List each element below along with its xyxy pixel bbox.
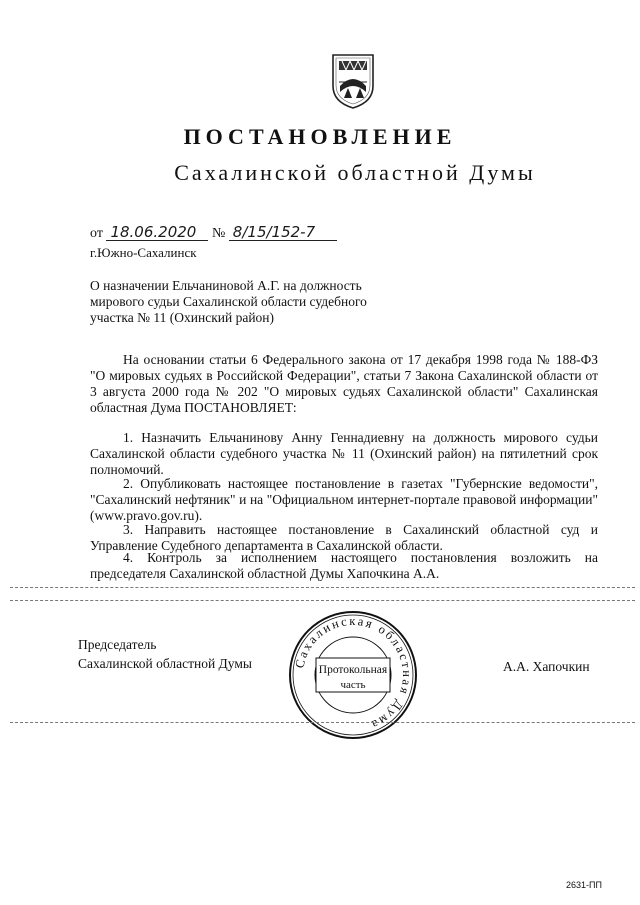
- position-line-1: Председатель: [78, 637, 157, 652]
- handwritten-number: 8/15/152-7: [229, 224, 337, 241]
- date-prefix: от: [90, 226, 103, 241]
- signatory-name: А.А. Хапочкин: [503, 659, 590, 674]
- item-2-paragraph: 2. Опубликовать настоящее постановление в газетах "Губернские ведомости", "Сахалинский нефтяник" и на "Официальном интернет-портале правовой информации" (www.pravo.gov.ru).: [90, 476, 598, 523]
- coat-of-arms-emblem: [330, 52, 376, 110]
- signatory-position: [78, 635, 252, 673]
- document-code: 2631-ПП: [566, 880, 602, 890]
- document-subtitle: Сахалинской областной Думы: [174, 160, 536, 185]
- item-3-paragraph: 3. Направить настоящее постановление в Сахалинский областной суд и Управление Судебного департамента в Сахалинской области.: [90, 522, 598, 553]
- item-4-paragraph: 4. Контроль за исполнением настоящего постановления возложить на председателя Сахалинской областной Думы Хапочкина А.А.: [90, 550, 598, 581]
- handwritten-date: 18.06.2020: [106, 224, 208, 241]
- number-prefix: №: [211, 226, 226, 241]
- document-title: ПОСТАНОВЛЕНИЕ: [183, 124, 457, 149]
- scan-divider-line: [10, 722, 635, 723]
- stamp-center-line-2: часть: [340, 679, 366, 691]
- scan-divider-line: [10, 600, 635, 601]
- stamp-center-line-1: Протокольная: [318, 664, 388, 676]
- city-line: г.Южно-Сахалинск: [90, 245, 197, 260]
- resolution-subject: О назначении Ельчаниновой А.Г. на должность мирового судьи Сахалинской области судебного участка № 11 (Охинский район): [90, 278, 367, 325]
- position-line-2: Сахалинской областной Думы: [78, 656, 252, 671]
- item-1-paragraph: 1. Назначить Ельчанинову Анну Геннадиевну на должность мирового судьи Сахалинской области судебного участка № 11 (Охинский район) на пятилетний срок полномочий.: [90, 430, 598, 477]
- stamp-ring-text: Сахалинская областная Дума: [292, 613, 415, 733]
- date-number-row: [90, 224, 337, 242]
- intro-paragraph: На основании статьи 6 Федерального закона от 17 декабря 1998 года № 188-ФЗ "О мировых судьях в Российской Федерации", статьи 7 Закона Сахалинской области от 3 августа 2000 года № 202 "О мировых судьях Сахалинской области" Сахалинская областная Дума ПОСТАНОВЛЯЕТ:: [90, 352, 598, 415]
- scan-divider-line: [10, 587, 635, 588]
